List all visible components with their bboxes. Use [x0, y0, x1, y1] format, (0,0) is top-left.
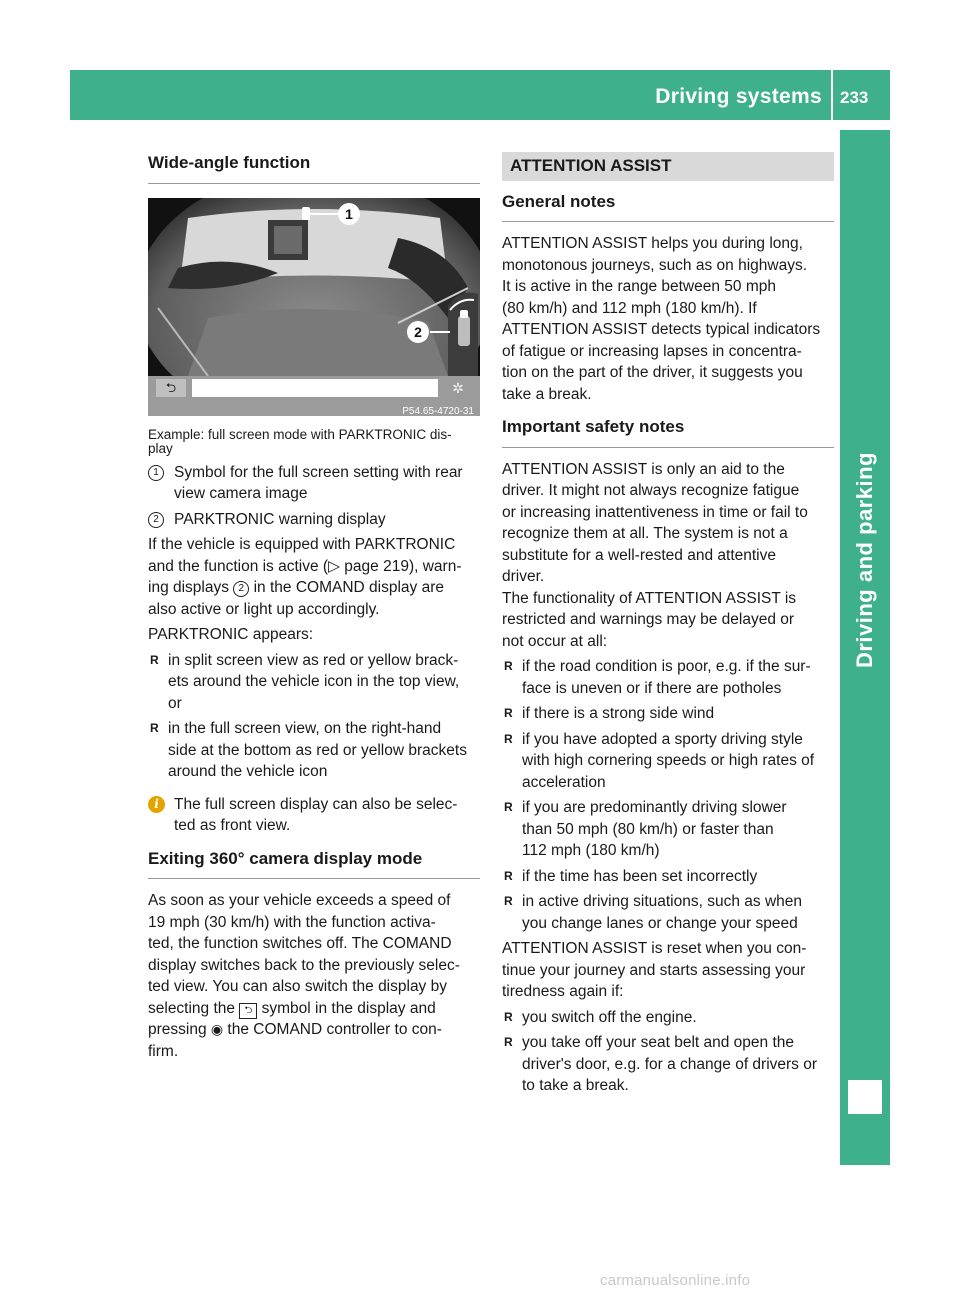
side-tab-label: Driving and parking — [852, 451, 877, 669]
exit-heading: Exiting 360° camera display mode — [148, 848, 480, 880]
bullet-icon: R — [504, 868, 513, 883]
legend-item: 1 Symbol for the full screen setting with rear view camera image — [148, 462, 480, 505]
list-item: R in the full screen view, on the right-hand side at the bottom as red or yellow brackets around the vehicle icon — [150, 720, 467, 780]
parktronic-paragraph: If the vehicle is equipped with PARKTRONIC and the function is active (▷ page 219), warn- ing displays 2 in the COMAND display are also active or light up accordingly. — [148, 536, 462, 618]
safety-notes-paragraph: ATTENTION ASSIST is only an aid to the driver. It might not always recognize fatigue or increasing inattentiveness in time or fail to recognize them at all. The system is not a substitute for a well-rested and attentive driver. — [502, 460, 808, 585]
callout-2: 2 — [414, 323, 422, 340]
bullet-icon: R — [150, 652, 159, 667]
figure-reference: P54.65-4720-31 — [402, 405, 474, 417]
list-item: R in split screen view as red or yellow brack- ets around the vehicle icon in the top view, or — [150, 651, 460, 712]
functionality-paragraph: The functionality of ATTENTION ASSIST is restricted and warnings may be delayed or not occur at all: — [502, 589, 797, 650]
press-controller-icon: ◉ — [210, 1021, 224, 1037]
watermark: carmanualsonline.info — [600, 1272, 751, 1289]
settings-icon[interactable]: ✲ — [452, 379, 464, 396]
list-item: R if the road condition is poor, e.g. if the sur- face is uneven or if there are potholes — [504, 658, 811, 697]
general-notes-paragraph: ATTENTION ASSIST helps you during long, monotonous journeys, such as on highways. It is active in the range between 50 mph (80 km/h) and 112 mph (180 km/h). If ATTENTION ASSIST detects typical indicators of fatigue or increasing lapses in concentra- tion on the part of the driver, it suggests you take a break. — [502, 235, 821, 403]
exit-paragraph: As soon as your vehicle exceeds a speed of 19 mph (30 km/h) with the function activa- ted, the function switches off. The COMAND display switches back to the previously selec- ted view. You can also switch the display by selecting the ⮌ symbol in the display and pressing ◉ the COMAND controller to con- firm. — [148, 892, 460, 1060]
inline-callout: 2 — [233, 581, 249, 597]
bullet-icon: R — [504, 1035, 513, 1049]
list-item: R if you are predominantly driving slower than 50 mph (80 km/h) or faster than 112 mph (180 km/h) — [504, 799, 787, 859]
page-number: 233 — [840, 88, 869, 107]
list-item: R if the time has been set incorrectly — [502, 866, 834, 888]
bullet-icon: R — [504, 659, 513, 673]
bullet-icon: R — [504, 894, 513, 908]
list-item: R if you have adopted a sporty driving style with high cornering speeds or high rates of acceleration — [504, 730, 815, 791]
bullet-icon: R — [504, 1009, 513, 1024]
side-tab-marker — [848, 1080, 882, 1114]
reset-paragraph: ATTENTION ASSIST is reset when you con- tinue your journey and starts assessing your tiredness again if: — [502, 940, 807, 1000]
info-icon: i — [148, 796, 165, 813]
bullet-icon: R — [504, 731, 513, 746]
section-title: Driving systems — [655, 85, 822, 108]
bullet-icon: R — [504, 706, 513, 720]
safety-notes-heading: Important safety notes — [502, 416, 834, 448]
bullet-icon: R — [150, 721, 159, 735]
camera-view-image — [148, 198, 480, 376]
left-column — [148, 152, 480, 1062]
header-divider — [831, 70, 833, 120]
info-note: i The full screen display can also be selec- ted as front view. — [148, 794, 480, 837]
general-notes-heading: General notes — [502, 191, 834, 223]
back-button[interactable]: ⮌ — [156, 379, 186, 397]
callout-1: 1 — [345, 205, 353, 222]
right-column — [502, 152, 834, 1097]
list-item: R you switch off the engine. — [502, 1007, 834, 1029]
list-item: R if there is a strong side wind — [502, 703, 834, 725]
legend-number: 2 — [148, 512, 164, 528]
camera-figure — [148, 198, 480, 416]
figure-caption: Example: full screen mode with PARKTRONIC dis- play — [148, 426, 452, 456]
bullet-icon: R — [504, 800, 513, 814]
back-symbol-icon: ⮌ — [239, 1003, 257, 1019]
legend-item: 2 PARKTRONIC warning display — [148, 509, 480, 531]
legend-number: 1 — [148, 465, 164, 481]
list-item: R in active driving situations, such as when you change lanes or change your speed — [504, 893, 803, 932]
list-item: R you take off your seat belt and open the driver's door, e.g. for a change of drivers or to take a break. — [504, 1034, 818, 1094]
parktronic-appears: PARKTRONIC appears: — [148, 626, 314, 643]
attention-assist-heading: ATTENTION ASSIST — [502, 152, 834, 181]
status-field — [192, 379, 438, 397]
wide-angle-heading: Wide-angle function — [148, 152, 480, 184]
